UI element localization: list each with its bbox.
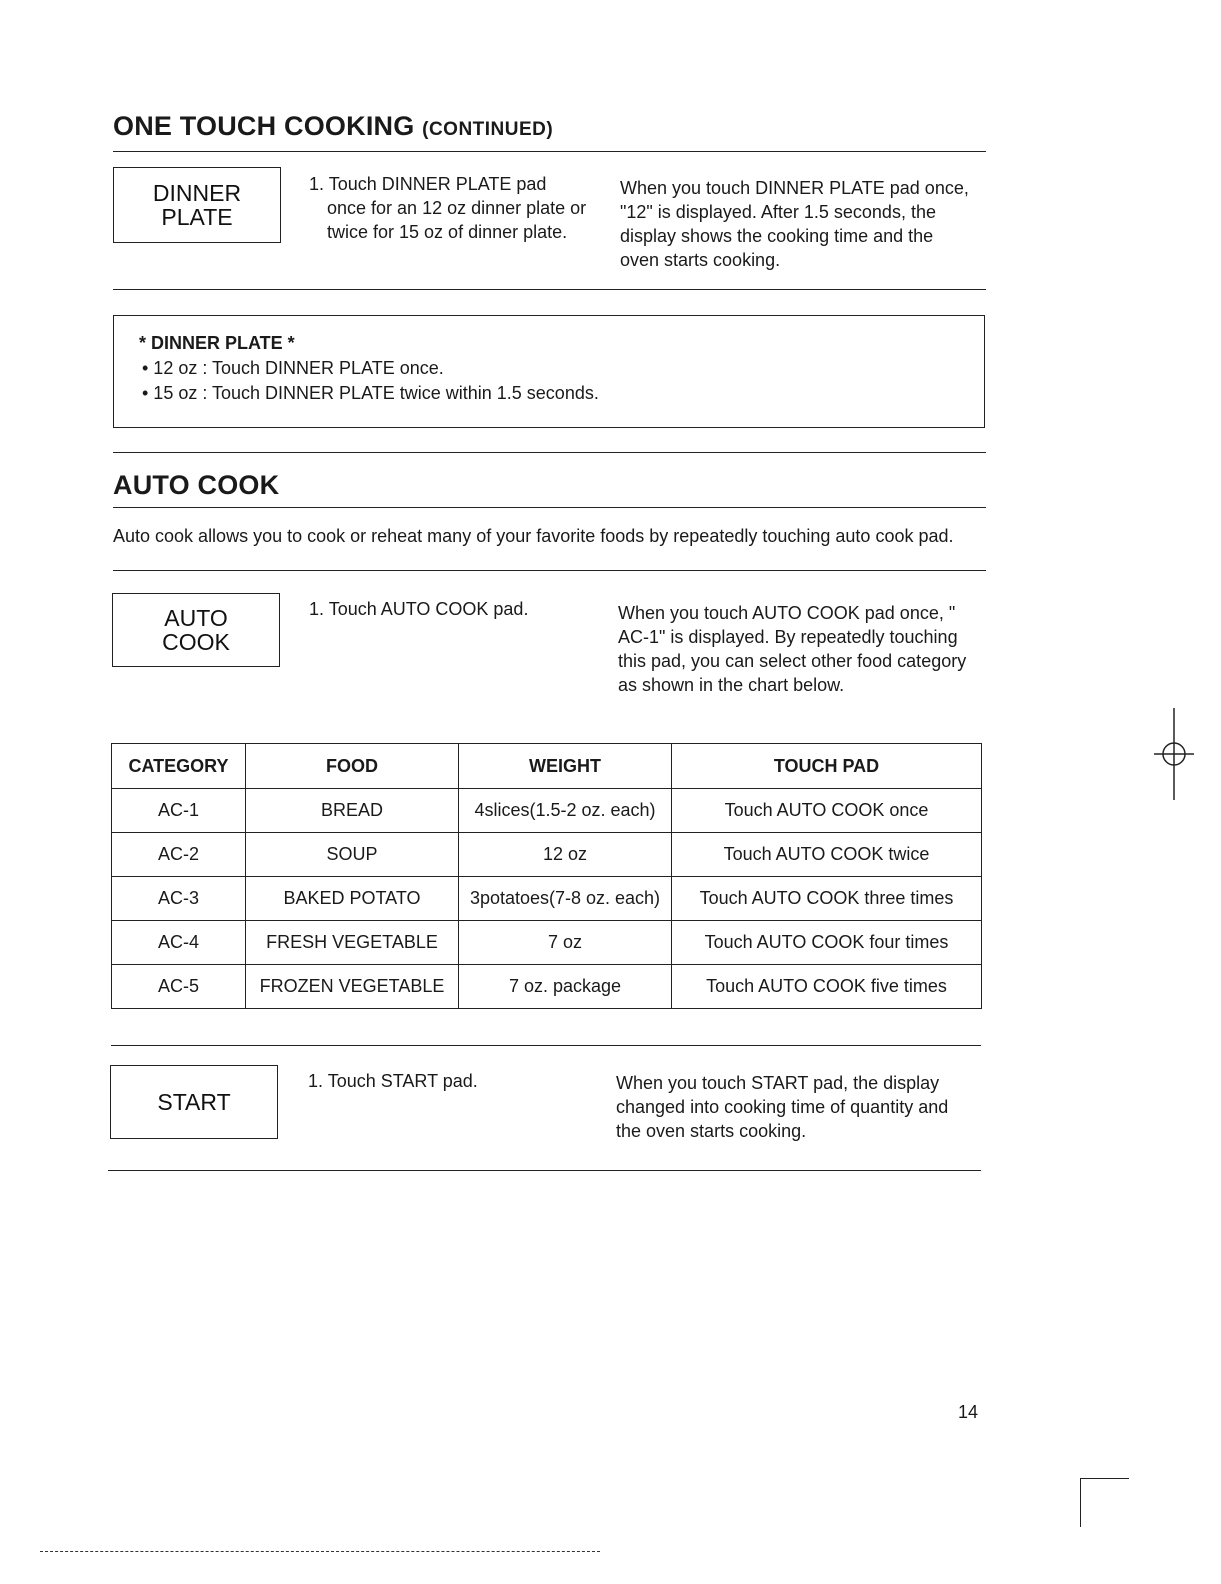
cell-category: AC-3 <box>112 877 246 921</box>
cell-weight: 7 oz <box>459 921 672 965</box>
header-weight: WEIGHT <box>459 744 672 789</box>
one-touch-subtitle: (CONTINUED) <box>422 119 554 140</box>
cell-food: SOUP <box>246 833 459 877</box>
cell-category: AC-5 <box>112 965 246 1009</box>
one-touch-title: ONE TOUCH COOKING <box>113 111 415 141</box>
header-food: FOOD <box>246 744 459 789</box>
table-row <box>112 965 982 1009</box>
cell-touch-pad: Touch AUTO COOK once <box>672 789 982 833</box>
auto-cook-step: 1. Touch AUTO COOK pad. <box>309 599 529 619</box>
auto-cook-pad <box>112 593 280 667</box>
crop-mark-icon <box>1080 1478 1129 1527</box>
scan-edge-line <box>40 1551 600 1552</box>
section-title-auto-cook: AUTO COOK <box>113 470 280 500</box>
dinner-plate-note-box <box>113 315 985 428</box>
divider <box>113 507 986 508</box>
auto-cook-description: When you touch AUTO COOK pad once, " AC-1" is displayed. By repeatedly touching this pad, you can select other food category as shown in the chart below. <box>618 603 967 695</box>
table-header-row <box>112 744 982 789</box>
start-pad <box>110 1065 278 1139</box>
cell-touch-pad: Touch AUTO COOK twice <box>672 833 982 877</box>
note-line: • 12 oz : Touch DINNER PLATE once. <box>142 358 444 378</box>
auto-cook-pad-label: AUTO COOK <box>162 605 230 655</box>
registration-mark-icon <box>1150 708 1198 800</box>
cell-category: AC-4 <box>112 921 246 965</box>
auto-cook-table <box>111 743 982 1009</box>
cell-weight: 3potatoes(7-8 oz. each) <box>459 877 672 921</box>
cell-touch-pad: Touch AUTO COOK four times <box>672 921 982 965</box>
page-number: 14 <box>958 1402 979 1422</box>
divider <box>113 151 986 152</box>
cell-food: FRESH VEGETABLE <box>246 921 459 965</box>
cell-category: AC-1 <box>112 789 246 833</box>
table-row <box>112 833 982 877</box>
cell-weight: 4slices(1.5-2 oz. each) <box>459 789 672 833</box>
divider <box>113 289 986 290</box>
header-touch-pad: TOUCH PAD <box>672 744 982 789</box>
cell-touch-pad: Touch AUTO COOK three times <box>672 877 982 921</box>
start-pad-label: START <box>157 1089 231 1115</box>
divider <box>113 452 986 453</box>
dinner-plate-pad-label: DINNER PLATE <box>152 180 242 230</box>
cell-touch-pad: Touch AUTO COOK five times <box>672 965 982 1009</box>
cell-food: BREAD <box>246 789 459 833</box>
table-row <box>112 789 982 833</box>
start-step: 1. Touch START pad. <box>308 1071 478 1091</box>
dinner-plate-pad <box>113 167 281 243</box>
header-category: CATEGORY <box>112 744 246 789</box>
table-row <box>112 877 982 921</box>
dinner-plate-step: 1. Touch DINNER PLATE pad once for an 12 oz dinner plate or twice for 15 oz of dinner plate. <box>309 174 587 242</box>
cell-category: AC-2 <box>112 833 246 877</box>
cell-weight: 12 oz <box>459 833 672 877</box>
section-title-one-touch-cooking <box>113 111 553 142</box>
divider <box>108 1170 981 1171</box>
divider <box>113 570 986 571</box>
cell-food: BAKED POTATO <box>246 877 459 921</box>
dinner-plate-description: When you touch DINNER PLATE pad once, "12" is displayed. After 1.5 seconds, the display shows the cooking time and the oven starts cooking. <box>620 178 969 270</box>
auto-cook-intro: Auto cook allows you to cook or reheat many of your favorite foods by repeatedly touching auto cook pad. <box>113 526 954 546</box>
start-description: When you touch START pad, the display changed into cooking time of quantity and the oven starts cooking. <box>616 1073 949 1141</box>
cell-food: FROZEN VEGETABLE <box>246 965 459 1009</box>
note-line: • 15 oz : Touch DINNER PLATE twice within 1.5 seconds. <box>142 383 599 403</box>
note-title: * DINNER PLATE * <box>139 333 295 353</box>
cell-weight: 7 oz. package <box>459 965 672 1009</box>
divider <box>111 1045 981 1046</box>
table-row <box>112 921 982 965</box>
